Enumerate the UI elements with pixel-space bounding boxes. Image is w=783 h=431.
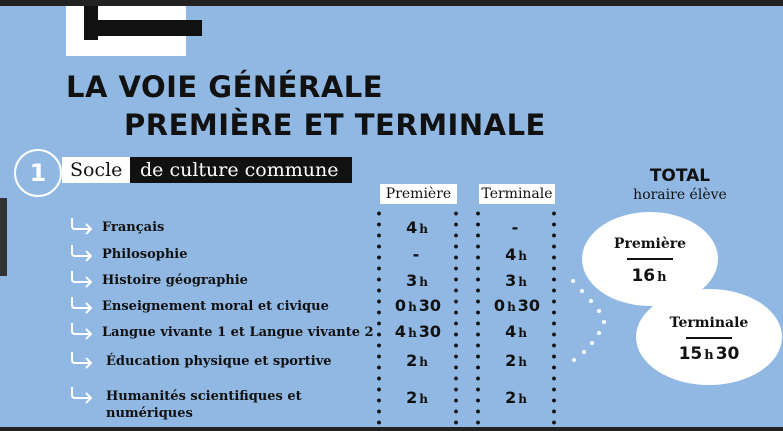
hours-terminale: 2 h — [505, 351, 527, 370]
subject-label: Enseignement moral et civique — [102, 299, 329, 314]
page-title-line2: PREMIÈRE ET TERMINALE — [124, 108, 546, 142]
hours-premiere: 2 h — [406, 388, 428, 407]
section-label-black: de culture commune — [130, 157, 352, 183]
arrow-icon — [69, 270, 95, 288]
left-edge-tab — [0, 198, 7, 276]
total-subtitle: horaire élève — [633, 187, 727, 203]
subject-label: Philosophie — [102, 247, 188, 262]
total-terminale-value: 15 h 30 — [678, 344, 740, 364]
hours-premiere: 2 h — [406, 351, 428, 370]
hours-terminale: 4 h — [505, 322, 527, 341]
subject-label: Humanités scientifiques et numériques — [106, 389, 302, 421]
bottom-border — [0, 427, 783, 431]
hours-premiere: 3 h — [406, 271, 428, 290]
subject-label: Français — [102, 220, 165, 235]
page-title-line1: LA VOIE GÉNÉRALE — [66, 70, 384, 104]
hours-terminale: - — [511, 218, 519, 237]
subject-label: Éducation physique et sportive — [106, 354, 332, 369]
hours-terminale: 4 h — [505, 245, 527, 264]
hours-terminale: 0 h 30 — [493, 296, 541, 315]
section-label-white: Socle — [62, 157, 130, 183]
column-header-premiere: Première — [380, 184, 457, 204]
divider-line — [627, 258, 673, 260]
hours-terminale: 3 h — [505, 271, 527, 290]
divider-line — [686, 337, 732, 339]
column-header-terminale: Terminale — [479, 184, 555, 204]
arrow-icon — [69, 386, 95, 404]
arrow-icon — [69, 351, 95, 369]
hours-premiere: 4 h — [406, 218, 428, 237]
arrow-icon — [69, 296, 95, 314]
hours-premiere: 4 h 30 — [394, 322, 442, 341]
total-title: TOTAL — [649, 166, 711, 186]
hours-premiere: - — [412, 245, 420, 264]
hours-premiere: 0 h 30 — [394, 296, 442, 315]
arrow-icon — [69, 217, 95, 235]
section-number-badge: 1 — [14, 149, 62, 197]
total-terminale-label: Terminale — [669, 315, 749, 331]
arrow-icon — [69, 244, 95, 262]
total-premiere-label: Première — [613, 236, 687, 252]
hours-terminale: 2 h — [505, 388, 527, 407]
total-premiere-value: 16 h — [631, 266, 667, 286]
subject-label: Langue vivante 1 et Langue vivante 2 — [102, 325, 374, 340]
logo-black-bar-horizontal — [84, 20, 202, 36]
subject-label: Histoire géographie — [102, 273, 248, 288]
arrow-icon — [69, 322, 95, 340]
total-bubble-terminale — [636, 289, 782, 385]
